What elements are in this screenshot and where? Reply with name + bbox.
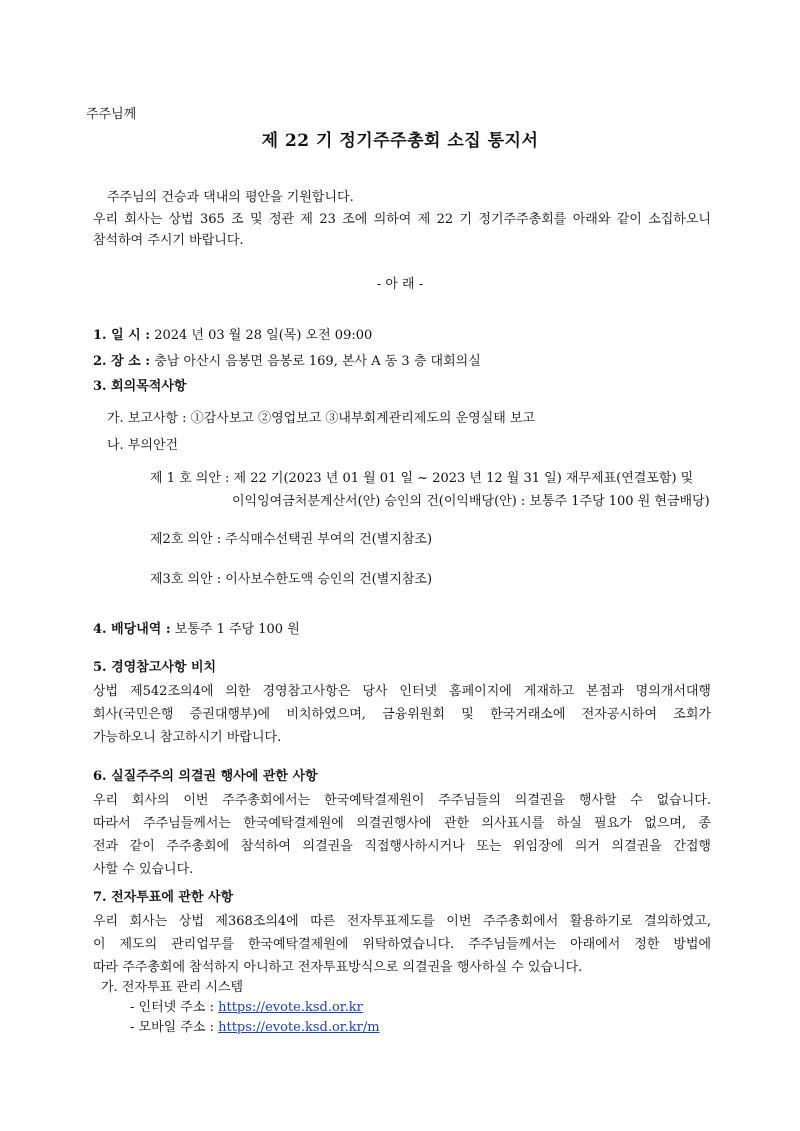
e-voting-web-link[interactable]: https://evote.ksd.or.kr [218, 1000, 363, 1015]
agenda-2: 제2호 의안 : 주식매수선택권 부여의 건(별지참조) [150, 532, 433, 547]
dividend-value: 보통주 1 주당 100 원 [174, 622, 300, 637]
shadow-voting-line-4: 사할 수 있습니다. [93, 862, 194, 877]
addressee: 주주님께 [86, 107, 137, 122]
agenda-1-line-1: 제 1 호 의안 : 제 22 기(2023 년 01 월 01 일 ~ 2023 년 12 월 31 일) 재무제표(연결포함) 및 [150, 471, 694, 486]
reference-line-3: 가능하오니 참고하시기 바랍니다. [93, 730, 282, 745]
e-voting-web [130, 999, 363, 1017]
meeting-date [93, 327, 372, 345]
reference-line-1: 상법 제542조의4에 의한 경영참고사항은 당사 인터넷 홈페이지에 게재하고 본점과 명의개서대행 [93, 684, 711, 699]
dividend [93, 621, 300, 639]
agenda-1-line-2: 이익잉여금처분계산서(안) 승인의 건(이익배당(안) : 보통주 1주당 100 원 현금배당) [232, 494, 710, 509]
agenda-3: 제3호 의안 : 이사보수한도액 승인의 건(별지참조) [150, 572, 433, 587]
meeting-place-value: 충남 아산시 음봉면 음봉로 169, 본사 A 동 3 층 대회의실 [154, 354, 481, 369]
e-voting-mobile-label: - 모바일 주소 : [130, 1020, 214, 1035]
meeting-date-value: 2024 년 03 월 28 일(목) 오전 09:00 [154, 328, 373, 343]
shadow-voting-heading: 6. 실질주주의 의결권 행사에 관한 사항 [93, 769, 318, 784]
meeting-place-label: 2. 장 소 : [93, 354, 151, 369]
shadow-voting-line-2: 따라서 주주님들께서는 한국예탁결제원에 의결권행사에 관한 의사표시를 하실 필요가 없으며, 종 [93, 816, 711, 831]
e-voting-mobile [130, 1019, 380, 1037]
intro-line-3: 참석하여 주시기 바랍니다. [93, 233, 244, 248]
section-divider: - 아 래 - [376, 277, 424, 292]
reference-heading: 5. 경영참고사항 비치 [93, 660, 217, 675]
reference-line-2: 회사(국민은행 증권대행부)에 비치하였으며, 금융위원회 및 한국거래소에 전자공시하여 조회가 [93, 707, 711, 722]
page-title: 제 22 기 정기주주총회 소집 통지서 [261, 131, 539, 151]
e-voting-line-3: 따라 주주총회에 참석하지 아니하고 전자투표방식으로 의결권을 행사하실 수 있습니다. [93, 960, 583, 975]
shadow-voting-line-1: 우리 회사의 이번 주주총회에서는 한국예탁결제원이 주주님들의 의결권을 행사할 수 없습니다. [93, 793, 711, 808]
shadow-voting-line-3: 전과 같이 주주총회에 참석하여 의결권을 직접행사하시거나 또는 위임장에 의거 의결권을 간접행 [93, 839, 711, 854]
e-voting-web-label: - 인터넷 주소 : [130, 1000, 214, 1015]
dividend-label: 4. 배당내역 : [93, 622, 171, 637]
e-voting-system-heading: 가. 전자투표 관리 시스템 [101, 980, 244, 995]
agenda-heading: 3. 회의목적사항 [93, 379, 187, 394]
report-items: 가. 보고사항 : ①감사보고 ②영업보고 ③내부회계관리제도의 운영실태 보고 [107, 411, 536, 426]
resolution-heading: 나. 부의안건 [107, 438, 179, 453]
e-voting-line-2: 이 제도의 관리업무를 한국예탁결제원에 위탁하였습니다. 주주님들께서는 아래에서 정한 방법에 [93, 937, 711, 952]
intro-line-2: 우리 회사는 상법 365 조 및 정관 제 23 조에 의하여 제 22 기 정기주주총회를 아래와 같이 소집하오니 [93, 212, 711, 227]
meeting-place [93, 353, 481, 371]
intro-line-1: 주주님의 건승과 댁내의 평안을 기원합니다. [107, 190, 354, 205]
meeting-date-label: 1. 일 시 : [93, 328, 151, 343]
e-voting-heading: 7. 전자투표에 관한 사항 [93, 890, 234, 905]
e-voting-mobile-link[interactable]: https://evote.ksd.or.kr/m [218, 1020, 380, 1035]
e-voting-line-1: 우리 회사는 상법 제368조의4에 따른 전자투표제도를 이번 주주총회에서 활용하기로 결의하였고, [93, 914, 711, 929]
